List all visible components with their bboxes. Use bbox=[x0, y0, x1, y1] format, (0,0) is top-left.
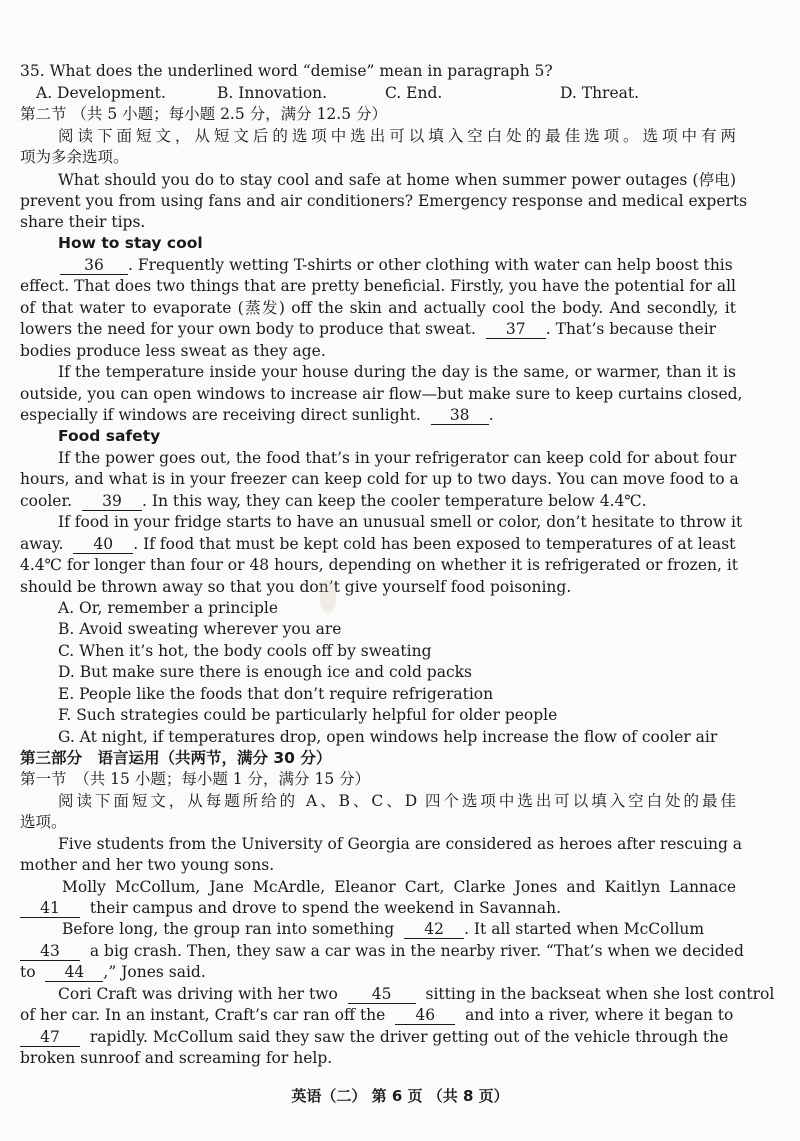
question-35-stem: 35. What does the underlined word “demise” mean in paragraph 5? bbox=[20, 62, 553, 80]
passage-line: prevent you from using fans and air conditioners? Emergency response and medical experts bbox=[20, 192, 748, 210]
choice-e: E. People like the foods that don’t require refrigeration bbox=[58, 685, 494, 703]
cloze-line: of her car. In an instant, Craft’s car ran off the 46 and into a river, where it began to bbox=[20, 1006, 734, 1024]
cloze-paragraph: Molly McCollum, Jane McArdle, Eleanor Cart, Clarke Jones and Kaitlyn Lannace bbox=[62, 878, 736, 896]
blank-36: 36 bbox=[60, 256, 128, 275]
passage-line: outside, you can open windows to increase air flow—but make sure to keep curtains closed, bbox=[20, 385, 743, 403]
cloze-line: 47 rapidly. McCollum said they saw the driver getting out of the vehicle through the bbox=[20, 1027, 736, 1048]
choice-b: B. Avoid sweating wherever you are bbox=[58, 620, 342, 638]
passage-paragraph: If the power goes out, the food that’s in your refrigerator can keep cold for about four bbox=[58, 449, 737, 467]
passage-paragraph: If food in your fridge starts to have an unusual smell or color, don’t hesitate to throw it bbox=[58, 513, 743, 531]
blank-41: 41 bbox=[20, 899, 80, 918]
choice-f: F. Such strategies could be particularly helpful for older people bbox=[58, 706, 558, 724]
part-3-heading: 第三部分 语言运用（共两节，满分 30 分） bbox=[20, 749, 332, 767]
passage-line: effect. That does two things that are pretty beneficial. Firstly, you have the potential for all bbox=[20, 277, 736, 295]
passage-paragraph: If the temperature inside your house during the day is the same, or warmer, than it is bbox=[58, 363, 736, 381]
passage-line: 36 . Frequently wetting T-shirts or other clothing with water can help boost this bbox=[60, 255, 736, 276]
blank-43: 43 bbox=[20, 942, 80, 961]
blank-45: 45 bbox=[348, 985, 416, 1004]
cloze-paragraph: Cori Craft was driving with her two 45 sitting in the backseat when she lost control bbox=[58, 985, 775, 1003]
blank-39: 39 bbox=[82, 492, 142, 511]
cloze-line: mother and her two young sons. bbox=[20, 856, 275, 874]
section-2-instruction-cont: 项为多余选项。 bbox=[20, 148, 129, 166]
choice-d: D. But make sure there is enough ice and cold packs bbox=[58, 663, 472, 681]
choice-g: G. At night, if temperatures drop, open windows help increase the flow of cooler air bbox=[58, 728, 718, 746]
cloze-line: 43 a big crash. Then, they saw a car was in the nearby river. “That’s when we decided bbox=[20, 941, 736, 962]
section-2-heading: 第二节 （共 5 小题；每小题 2.5 分，满分 12.5 分） bbox=[20, 105, 388, 123]
passage-line: away. 40 . If food that must be kept cold has been exposed to temperatures of at least bbox=[20, 535, 736, 553]
passage-line: should be thrown away so that you don’t give yourself food poisoning. bbox=[20, 578, 572, 596]
choice-c: C. When it’s hot, the body cools off by sweating bbox=[58, 642, 432, 660]
section-2-instruction: 阅读下面短文，从短文后的选项中选出可以填入空白处的最佳选项。选项中有两 bbox=[58, 127, 736, 145]
q35-option-a: A. Development. bbox=[36, 84, 166, 102]
page-footer: 英语（二） 第 6 页 （共 8 页） bbox=[291, 1087, 509, 1105]
blank-47: 47 bbox=[20, 1028, 80, 1047]
subheading-stay-cool: How to stay cool bbox=[58, 234, 203, 252]
cloze-paragraph: Before long, the group ran into something 42 . It all started when McCollum bbox=[62, 920, 705, 938]
passage-line: cooler. 39 . In this way, they can keep the cooler temperature below 4.4℃. bbox=[20, 492, 647, 510]
blank-40: 40 bbox=[73, 535, 133, 554]
passage-paragraph: What should you do to stay cool and safe at home when summer power outages (停电) bbox=[58, 171, 736, 189]
cloze-line: to 44 ,” Jones said. bbox=[20, 963, 206, 981]
passage-line: bodies produce less sweat as they age. bbox=[20, 342, 326, 360]
blank-42: 42 bbox=[404, 920, 464, 939]
blank-37: 37 bbox=[486, 320, 546, 339]
choice-a: A. Or, remember a principle bbox=[58, 599, 279, 617]
q35-option-b: B. Innovation. bbox=[217, 84, 328, 102]
passage-line: of that water to evaporate (蒸发) off the skin and actually cool the body. And secondly, it bbox=[20, 299, 736, 317]
q35-option-c: C. End. bbox=[385, 84, 443, 102]
passage-line: 4.4℃ for longer than four or 48 hours, depending on whether it is refrigerated or frozen, it bbox=[20, 556, 739, 574]
passage-line: share their tips. bbox=[20, 213, 146, 231]
passage-line: hours, and what is in your freezer can keep cold for up to two days. You can move food to a bbox=[20, 470, 739, 488]
q35-option-d: D. Threat. bbox=[560, 84, 640, 102]
part-3-instruction-cont: 选项。 bbox=[20, 813, 67, 831]
passage-line: especially if windows are receiving direct sunlight. 38 . bbox=[20, 406, 494, 424]
passage-line: lowers the need for your own body to produce that sweat. 37 . That’s because their bbox=[20, 320, 717, 338]
cloze-line: broken sunroof and screaming for help. bbox=[20, 1049, 333, 1067]
cloze-line: 41 their campus and drove to spend the weekend in Savannah. bbox=[20, 898, 736, 919]
cloze-paragraph: Five students from the University of Georgia are considered as heroes after rescuing a bbox=[58, 835, 743, 853]
subheading-food-safety: Food safety bbox=[58, 427, 161, 445]
part-3-section-1-heading: 第一节 （共 15 小题；每小题 1 分，满分 15 分） bbox=[20, 770, 371, 788]
blank-38: 38 bbox=[431, 406, 489, 425]
blank-44: 44 bbox=[45, 963, 103, 982]
blank-46: 46 bbox=[395, 1006, 455, 1025]
part-3-instruction: 阅读下面短文，从每题所给的 A、B、C、D 四个选项中选出可以填入空白处的最佳 bbox=[58, 792, 736, 810]
